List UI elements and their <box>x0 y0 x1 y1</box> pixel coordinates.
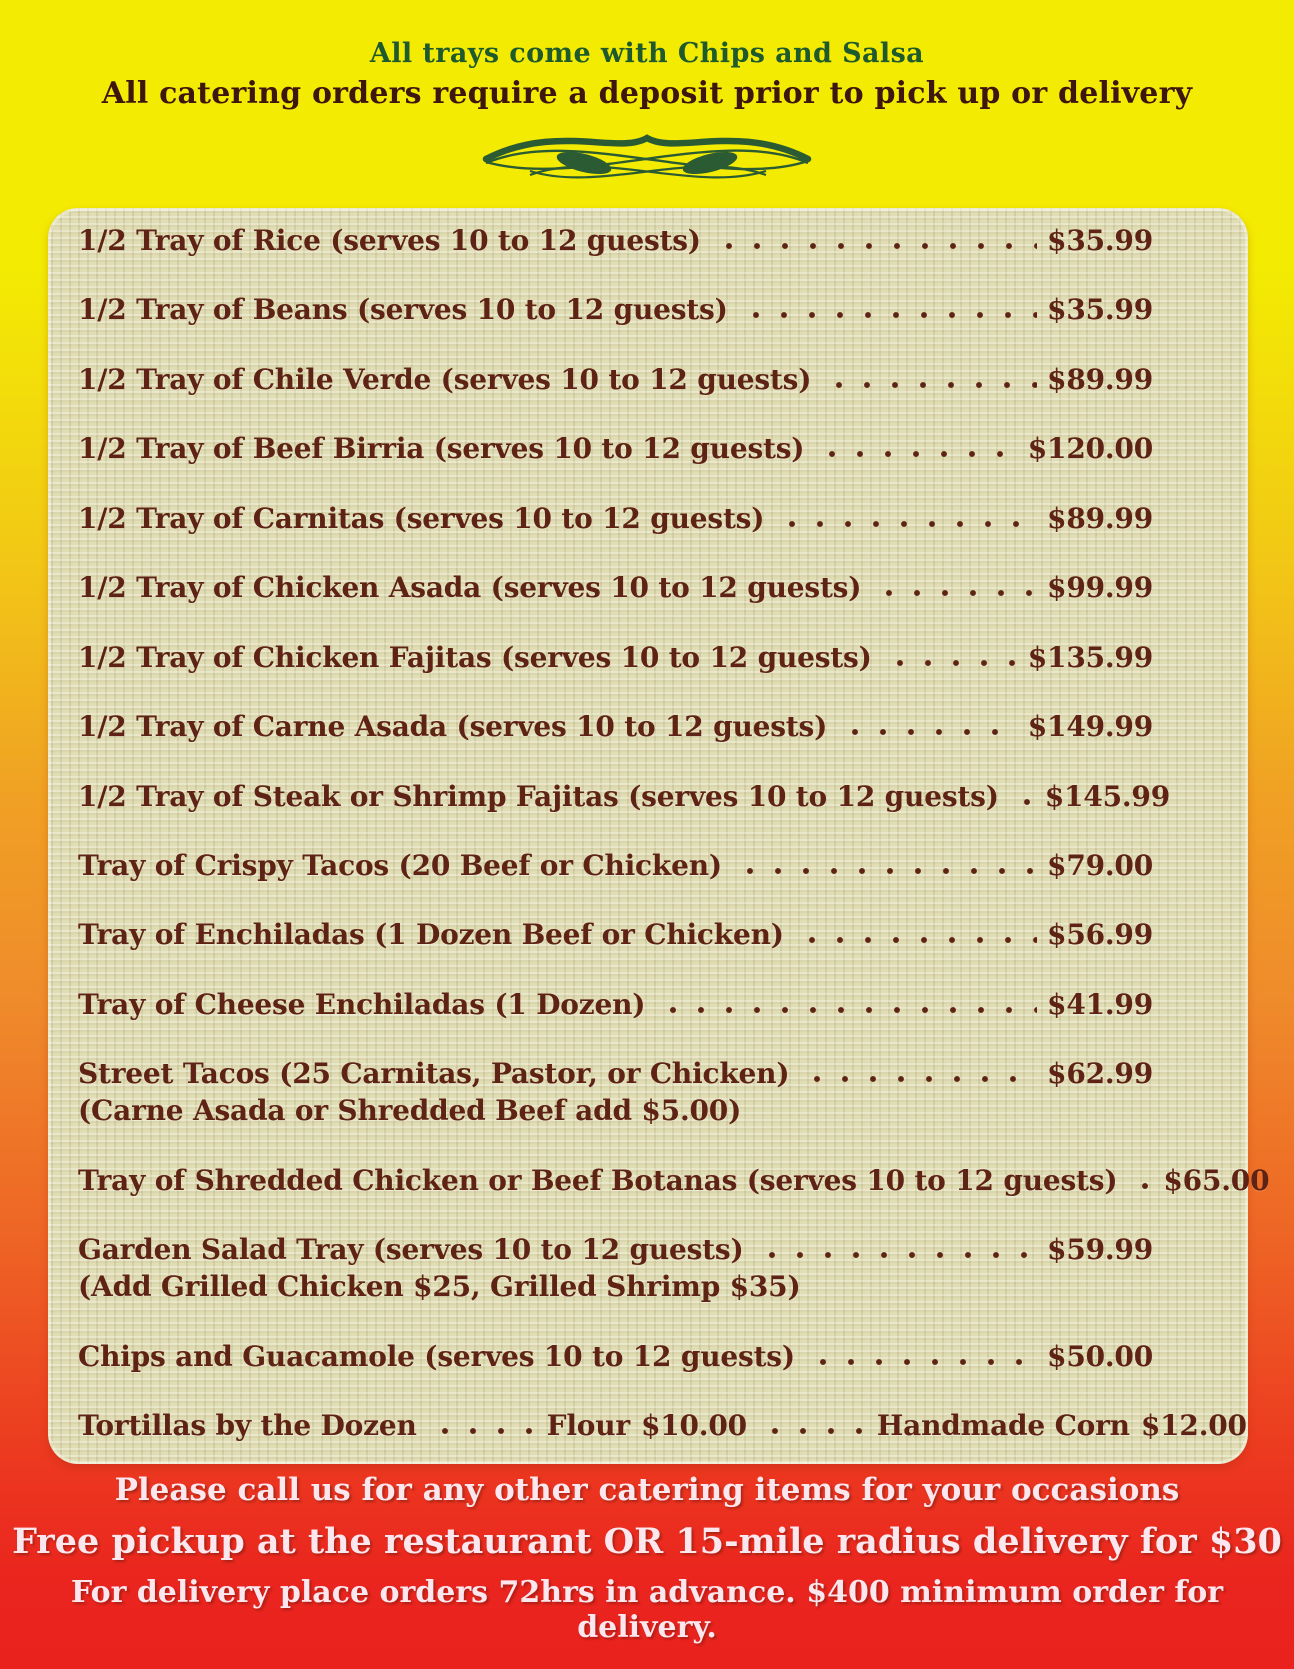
menu-item <box>78 779 1170 813</box>
tortilla-option-label: Flour <box>546 1409 630 1442</box>
menu-item-name: 1/2 Tray of Carne Asada (serves 10 to 12 guests) <box>78 710 828 744</box>
menu-item-note: (Add Grilled Chicken $25, Grilled Shrimp $35) <box>78 1270 801 1304</box>
menu-item-row <box>78 363 1153 396</box>
menu-item <box>78 918 1153 951</box>
menu-item <box>78 432 1153 465</box>
menu-item-price: $89.99 <box>1047 501 1153 535</box>
menu-item-name: Tortillas by the Dozen <box>78 1409 417 1442</box>
menu-item-name: 1/2 Tray of Carnitas (serves 10 to 12 guests) <box>78 501 765 535</box>
menu-item-name: 1/2 Tray of Rice (serves 10 to 12 guests) <box>78 224 701 257</box>
menu-item-price: $59.99 <box>1047 1233 1153 1267</box>
menu-item-row <box>78 1340 1153 1373</box>
page-footer <box>0 1472 1294 1645</box>
menu-item-name: Tray of Cheese Enchiladas (1 Dozen) <box>78 987 646 1021</box>
menu-item-row <box>78 1057 1153 1090</box>
tortilla-option-label: Handmade Corn <box>876 1409 1130 1442</box>
menu-item <box>78 849 1153 882</box>
dot-leader-icon <box>740 311 1037 319</box>
dot-leader-icon <box>796 936 1037 944</box>
dot-leader-icon <box>759 1427 867 1435</box>
menu-item <box>78 988 1153 1021</box>
menu-item-row <box>78 710 1153 743</box>
dot-leader-icon <box>816 450 1017 458</box>
menu-item-name: Tray of Shredded Chicken or Beef Botanas (serves 10 to 12 guests) <box>78 1163 1118 1197</box>
tortilla-option-price: $10.00 <box>640 1409 747 1442</box>
dot-leader-icon <box>713 242 1037 250</box>
menu-item <box>78 1340 1153 1373</box>
dot-leader-icon <box>807 1358 1037 1366</box>
menu-item-price: $145.99 <box>1044 779 1170 813</box>
menu-item-row <box>78 1163 1270 1197</box>
dot-leader-icon <box>756 1251 1038 1259</box>
flourish-divider-icon <box>0 119 1294 197</box>
dot-leader-icon <box>1011 798 1035 806</box>
dot-leader-icon <box>884 659 1018 667</box>
menu-item <box>78 710 1153 743</box>
menu-item-price: $35.99 <box>1047 293 1153 327</box>
menu-item-name: Chips and Guacamole (serves 10 to 12 guests) <box>78 1339 795 1373</box>
dot-leader-icon <box>657 1006 1037 1014</box>
menu-item-note: (Carne Asada or Shredded Beef add $5.00) <box>78 1094 742 1128</box>
menu-item-price: $99.99 <box>1047 571 1153 605</box>
menu-item-row <box>78 988 1153 1021</box>
menu-item-row <box>78 224 1153 257</box>
tortilla-option-price: $12.00 <box>1140 1409 1247 1442</box>
menu-item-row <box>78 849 1153 882</box>
menu-item <box>78 363 1153 396</box>
dot-leader-icon <box>873 589 1037 597</box>
menu-item <box>78 641 1153 674</box>
menu-item-name: Street Tacos (25 Carnitas, Pastor, or Chicken) <box>78 1057 790 1091</box>
menu-item-row <box>78 1409 1247 1442</box>
menu-item <box>78 571 1153 604</box>
dot-leader-icon <box>429 1427 537 1435</box>
menu-item-name: Tray of Enchiladas (1 Dozen Beef or Chicken) <box>78 918 784 952</box>
menu-item-row <box>78 432 1153 465</box>
menu-item-name: 1/2 Tray of Beans (serves 10 to 12 guests) <box>78 293 728 327</box>
menu-item-row <box>78 571 1153 604</box>
menu-item-row <box>78 918 1153 951</box>
menu-item-name: 1/2 Tray of Chile Verde (serves 10 to 12 guests) <box>78 362 812 396</box>
menu-item-list <box>78 224 1270 1442</box>
header-deposit-note: All catering orders require a deposit prior to pick up or delivery <box>101 76 1193 111</box>
menu-panel <box>48 208 1270 1464</box>
menu-item-price: $89.99 <box>1047 362 1153 396</box>
menu-item-row <box>78 1233 1153 1266</box>
footer-pickup-delivery-note: Free pickup at the restaurant OR 15-mile radius delivery for $30 <box>12 1521 1282 1562</box>
menu-item-price: $79.00 <box>1047 848 1153 882</box>
page-header <box>0 38 1294 197</box>
menu-item-name: 1/2 Tray of Beef Birria (serves 10 to 12 guests) <box>78 432 805 466</box>
dot-leader-icon <box>776 520 1037 528</box>
dot-leader-icon <box>1129 1182 1153 1190</box>
menu-item-price: $41.99 <box>1047 987 1153 1021</box>
menu-item-price: $135.99 <box>1027 640 1153 674</box>
menu-item-row <box>78 293 1153 326</box>
header-chips-salsa-note: All trays come with Chips and Salsa <box>369 38 925 69</box>
menu-item-price: $120.00 <box>1027 432 1153 466</box>
menu-item-price: $56.99 <box>1047 918 1153 952</box>
menu-item-row <box>78 641 1153 674</box>
menu-item-name: 1/2 Tray of Chicken Asada (serves 10 to 12 guests) <box>78 571 862 605</box>
menu-item-name: Garden Salad Tray (serves 10 to 12 guests) <box>78 1233 744 1267</box>
menu-item-price: $50.00 <box>1047 1339 1153 1373</box>
menu-item-row <box>78 779 1170 813</box>
menu-item-price: $149.99 <box>1027 710 1153 744</box>
footer-advance-order-note: For delivery place orders 72hrs in advance. $400 minimum order for delivery. <box>70 1575 1224 1645</box>
menu-item-price: $62.99 <box>1047 1057 1153 1091</box>
menu-item <box>78 1163 1270 1197</box>
footer-call-us-note: Please call us for any other catering items for your occasions <box>114 1472 1180 1508</box>
dot-leader-icon <box>801 1075 1037 1083</box>
menu-item-name: 1/2 Tray of Chicken Fajitas (serves 10 to 12 guests) <box>78 640 872 674</box>
menu-item-name: 1/2 Tray of Steak or Shrimp Fajitas (serves 10 to 12 guests) <box>78 779 999 813</box>
menu-item-price: $65.00 <box>1163 1163 1270 1197</box>
dot-leader-icon <box>734 867 1037 875</box>
menu-item-tortillas <box>78 1409 1247 1442</box>
menu-item <box>78 1057 1153 1127</box>
dot-leader-icon <box>839 728 1018 736</box>
dot-leader-icon <box>823 381 1037 389</box>
menu-item <box>78 502 1153 535</box>
menu-item-name: Tray of Crispy Tacos (20 Beef or Chicken) <box>78 848 722 882</box>
menu-item <box>78 224 1153 257</box>
menu-item <box>78 1233 1153 1303</box>
menu-item <box>78 293 1153 326</box>
menu-item-row <box>78 502 1153 535</box>
menu-item-price: $35.99 <box>1047 224 1153 257</box>
